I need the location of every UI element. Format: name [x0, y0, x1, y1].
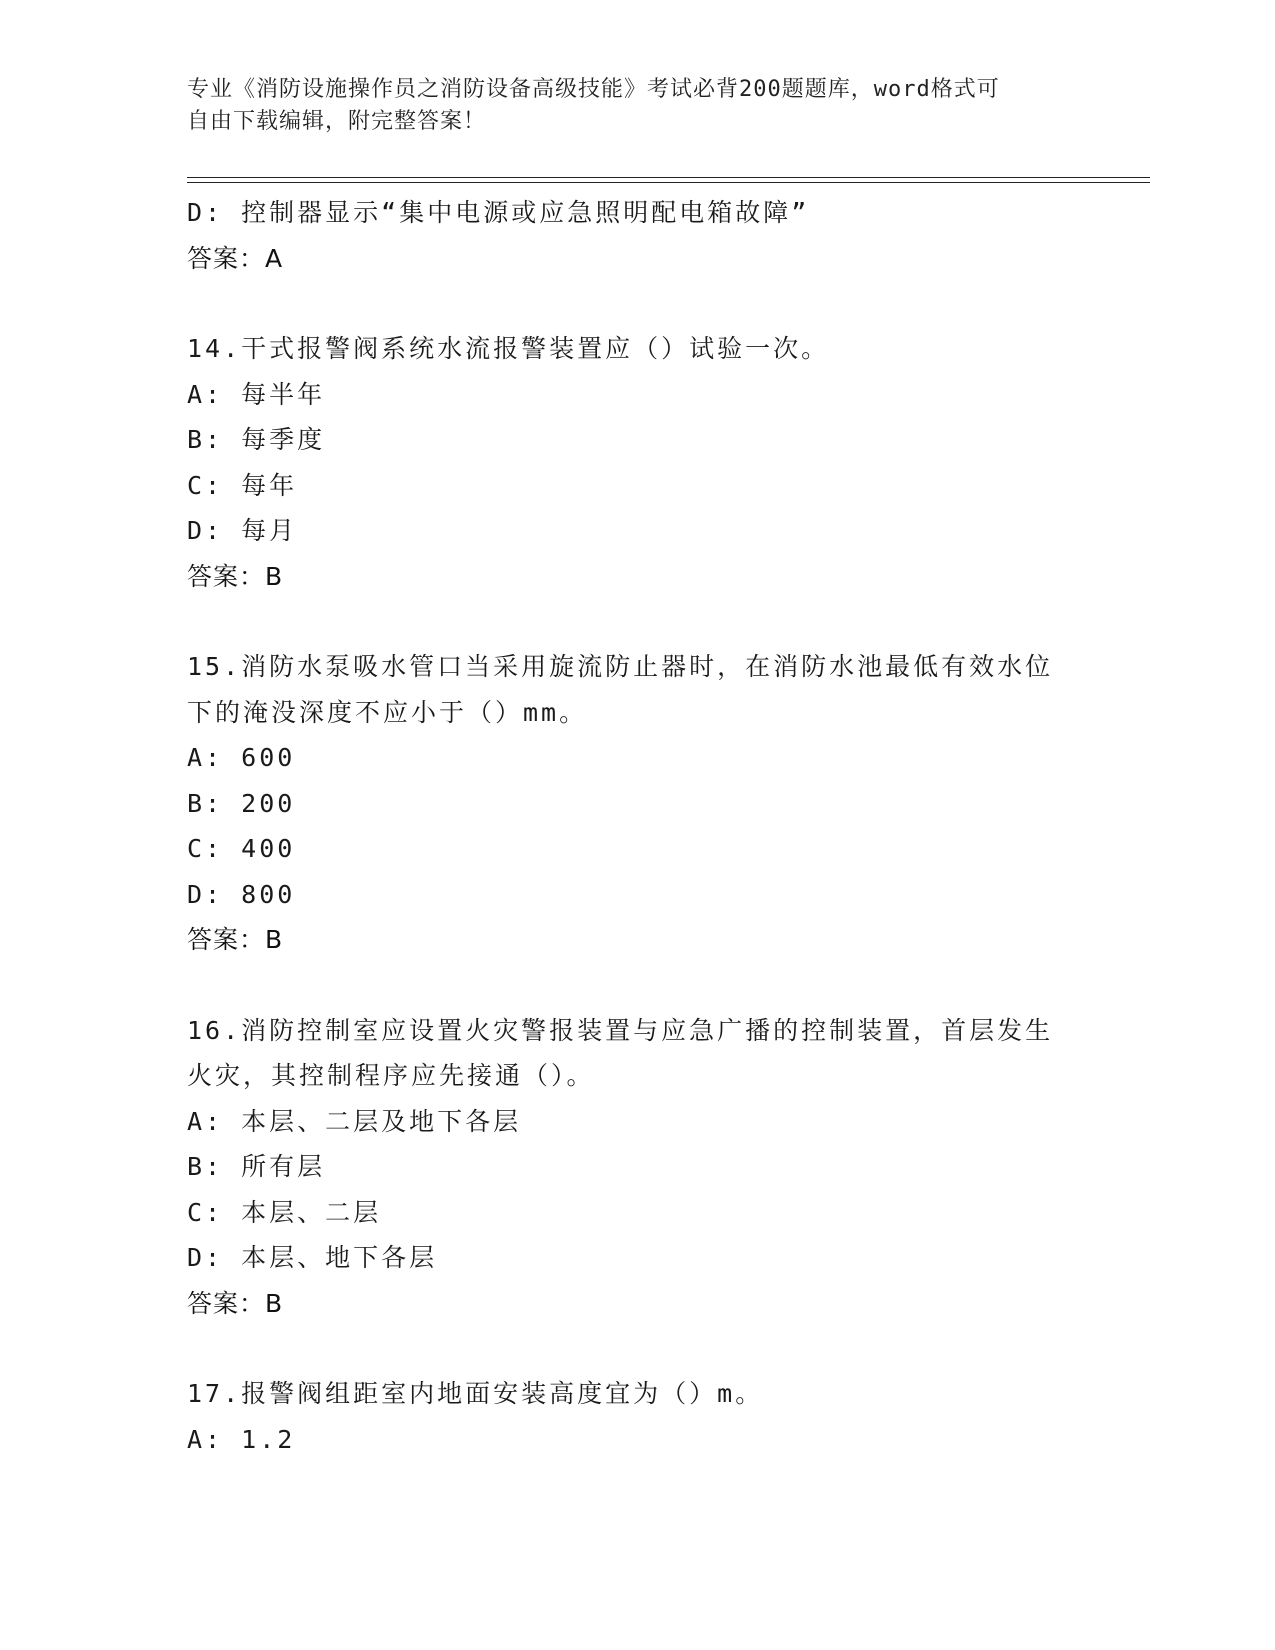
question-stem: 14.干式报警阀系统水流报警装置应（）试验一次。 — [187, 334, 830, 363]
option-c: C: 每年 — [187, 470, 298, 500]
option-c: C: 400 — [187, 834, 296, 863]
header-divider-bottom — [187, 182, 1150, 183]
option-a: A: 本层、二层及地下各层 — [187, 1106, 522, 1136]
option-a: A: 每半年 — [187, 379, 326, 409]
answer: 答案：A — [187, 243, 284, 273]
question-stem-line-2: 火灾，其控制程序应先接通（）。 — [187, 1061, 595, 1090]
question-16 — [187, 1008, 1087, 1327]
question-14 — [187, 326, 1087, 599]
option-b: B: 所有层 — [187, 1152, 326, 1181]
question-17 — [187, 1371, 1087, 1462]
option-d: D: 每月 — [187, 516, 298, 545]
option-a: A: 1.2 — [187, 1424, 296, 1454]
option-b: B: 200 — [187, 788, 296, 818]
answer: 答案：B — [187, 925, 284, 954]
question-stem-line-1: 15.消防水泵吸水管口当采用旋流防止器时，在消防水池最低有效水位 — [187, 652, 1054, 681]
document-header — [187, 74, 1067, 138]
answer: 答案：B — [187, 561, 284, 591]
header-line-2: 自由下载编辑，附完整答案！ — [187, 109, 487, 134]
spacer — [187, 1326, 1087, 1371]
option-a: A: 600 — [187, 743, 296, 772]
option-c: C: 本层、二层 — [187, 1197, 382, 1227]
question-list — [187, 190, 1087, 1462]
question-stem: 17.报警阀组距室内地面安装高度宜为（）m。 — [187, 1379, 764, 1408]
header-line-1: 专业《消防设施操作员之消防设备高级技能》考试必背200题题库，word格式可 — [187, 77, 1000, 102]
question-stem-line-2: 下的淹没深度不应小于（）mm。 — [187, 697, 588, 727]
answer: 答案：B — [187, 1288, 284, 1318]
option-d: D: 本层、地下各层 — [187, 1243, 438, 1272]
spacer — [187, 963, 1087, 1008]
spacer — [187, 599, 1087, 644]
option-b: B: 每季度 — [187, 425, 326, 454]
option-d: D: 800 — [187, 879, 296, 909]
question-stem-line-1: 16.消防控制室应设置火灾警报装置与应急广播的控制装置，首层发生 — [187, 1015, 1054, 1045]
question-15 — [187, 644, 1087, 963]
spacer — [187, 281, 1087, 326]
header-divider-top — [187, 177, 1150, 178]
previous-question-tail — [187, 190, 1087, 281]
option-d: D: 控制器显示“集中电源或应急照明配电箱故障” — [187, 198, 810, 227]
